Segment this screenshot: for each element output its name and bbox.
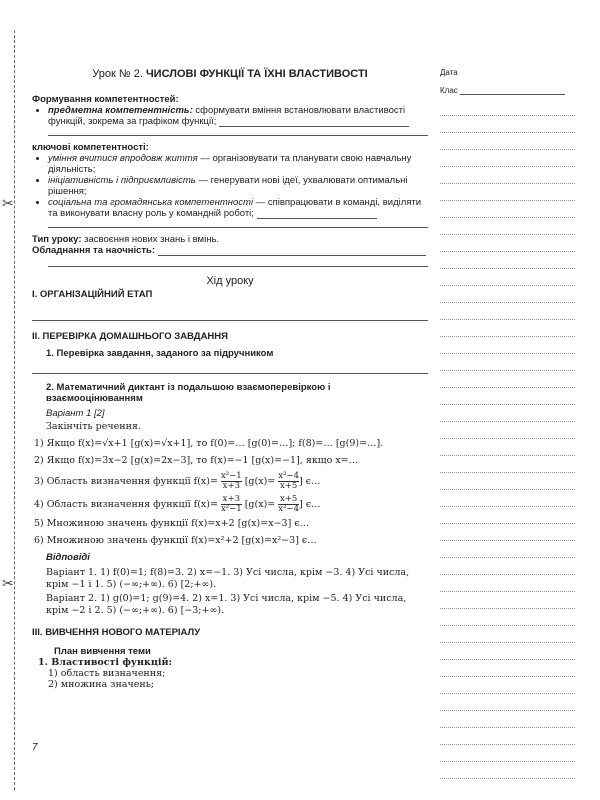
side-notes [440, 68, 575, 779]
plan-subitem: 1) область визначення; [48, 668, 166, 679]
section-new-material: ІІІ. ВИВЧЕННЯ НОВОГО МАТЕРІАЛУ [32, 627, 201, 638]
dictation-item: 3) Область визначення функції f(x)= $\frac{\text{x²−1}}{x+3}$ [g(x)= $\frac{\text{x²−4}}{x+5}$ ] є… [34, 471, 321, 491]
course-heading: Хід уроку [206, 275, 254, 287]
lesson-plan [32, 68, 428, 690]
answers-variant-1: Варіант 1. 1) f(0)=1; f(8)=3. 2) x=−1. 3) Усі числа, крім −3. 4) Усі числа, крім −1 і 1. 5) (−∞;+∞). 6) [2;+∞). [46, 567, 410, 590]
key-competence: • уміння вчитися впродовж життя — організовувати та планувати свою навчальну діяльність; [48, 153, 428, 175]
dictation-heading: 2. Математичний диктант із подальшою взаємоперевіркою і взаємооцінюванням [46, 382, 331, 404]
dictation-item: 2) Якщо f(x)=3x−2 [g(x)=2x−3], то f(x)=−1 [g(x)=−1], якщо x=… [34, 455, 359, 466]
plan-item: 1. Властивості функцій: [38, 657, 172, 668]
competences-heading: Формування компетентностей: [32, 94, 179, 105]
cut-line [14, 30, 15, 790]
dictation-variant: Варіант 1 [2] [46, 408, 105, 419]
dictation-item: 1) Якщо f(x)=√x+1 [g(x)=√x+1], то f(0)=… [g(0)=…]; f(8)=… [g(9)=…]. [34, 438, 384, 449]
dictation-instruction: Закінчіть речення. [46, 421, 141, 432]
scissors-icon: ✂ [2, 195, 14, 211]
equipment: Обладнання та наочність: [32, 245, 428, 256]
key-competence: • соціальна та громадянська компетентності — співпрацювати в команді, виділяти та виконувати власну роль у командній роботі; [48, 197, 428, 219]
plan-subitem: 2) множина значень; [48, 679, 155, 690]
dictation-item: 6) Множиною значень функції f(x)=x²+2 [g(x)=x²−3] є… [34, 535, 317, 546]
dictation-item: 4) Область визначення функції f(x)= $\frac{x+3}{\text{x²−1}}$ [g(x)= $\frac{x+5}{\text{x²−4}}$ ] є… [34, 494, 321, 514]
page-title: Урок № 2. ЧИСЛОВІ ФУНКЦІЇ ТА ЇХНІ ВЛАСТИВОСТІ [92, 68, 368, 80]
key-competences-heading: ключові компетентності: [32, 142, 149, 153]
answers-variant-2: Варіант 2. 1) g(0)=1; g(9)=4. 2) x=1. 3) Усі числа, крім −5. 4) Усі числа, крім −2 і 2. 5) (−∞;+∞). 6) [−3;+∞). [46, 593, 407, 616]
key-competence: • ініціативність і підприємливість — генерувати нові ідеї, ухвалювати оптимальні рішення; [48, 175, 428, 197]
page-number: 7 [32, 742, 38, 753]
homework-check: 1. Перевірка завдання, заданого за підручником [46, 348, 274, 359]
lesson-type: Тип уроку: засвоєння нових знань і вмінь. [32, 234, 220, 245]
answers-heading: Відповіді [46, 552, 90, 563]
section-homework: ІІ. ПЕРЕВІРКА ДОМАШНЬОГО ЗАВДАННЯ [32, 331, 228, 342]
section-organization: І. ОРГАНІЗАЦІЙНИЙ ЕТАП [32, 289, 153, 300]
class-label: Клас [440, 85, 575, 95]
date-label: Дата [440, 68, 458, 77]
subject-competence: • предметна компетентність: сформувати вміння встановлювати властивості функцій, зокрема за графіком функції; [48, 105, 428, 127]
scissors-icon: ✂ [2, 575, 14, 591]
plan-heading: План вивчення теми [54, 646, 151, 657]
dictation-item: 5) Множиною значень функції f(x)=x+2 [g(x)=x−3] є… [34, 518, 310, 529]
